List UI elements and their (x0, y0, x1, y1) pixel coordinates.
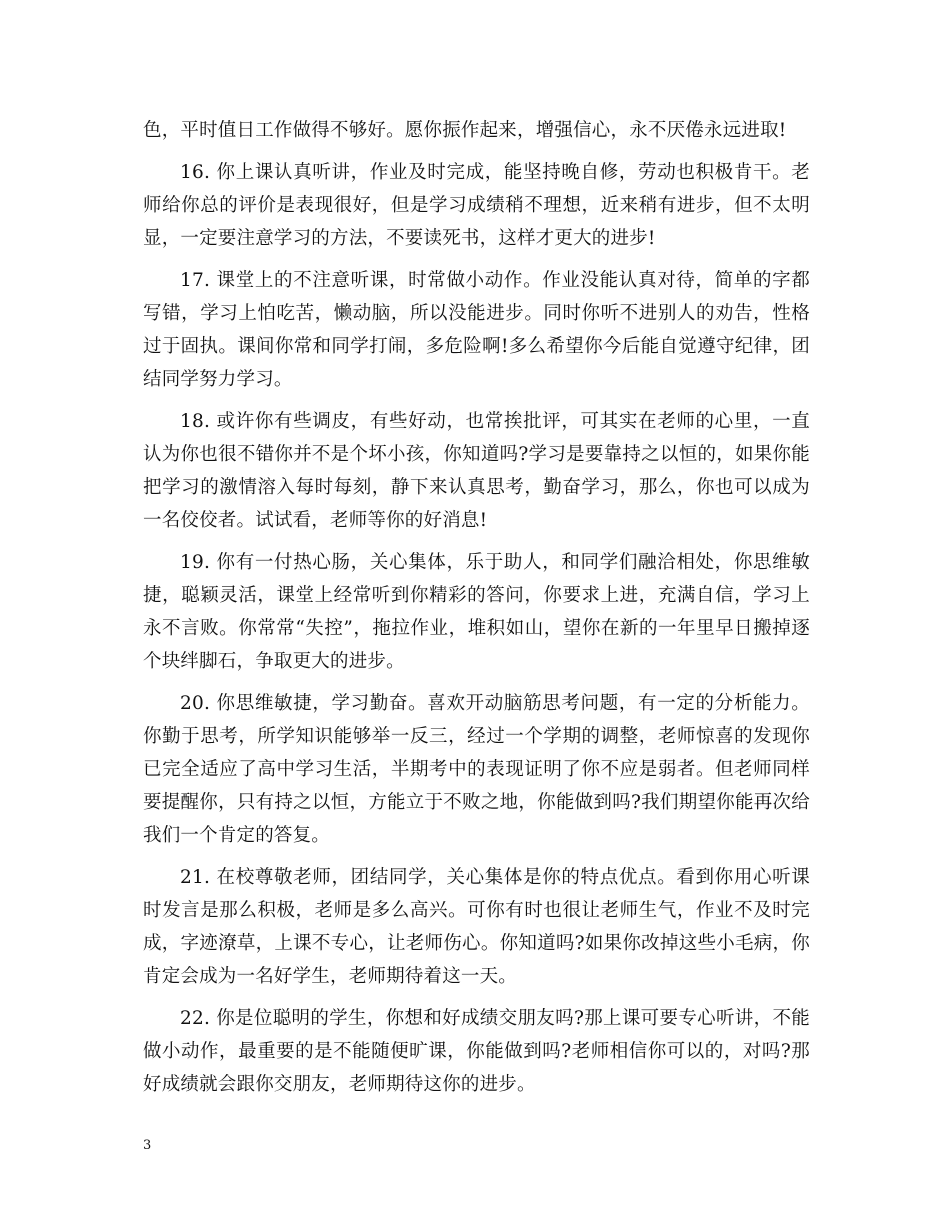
paragraph-18: 18. 或许你有些调皮，有些好动，也常挨批评，可其实在老师的心里，一直认为你也很不错你并不是个坏小孩，你知道吗?学习是要靠持之以恒的，如果你能把学习的激情溶入每时每刻，静下来认真思考，勤奋学习，那么，你也可以成为一名佼佼者。试试看，老师等你的好消息! (143, 411, 810, 531)
paragraph-20: 20. 你思维敏捷，学习勤奋。喜欢开动脑筋思考问题，有一定的分析能力。你勤于思考，所学知识能够举一反三，经过一个学期的调整，老师惊喜的发现你已完全适应了高中学习生活，半期考中的表现证明了你不应是弱者。但老师同样要提醒你，只有持之以恒，方能立于不败之地，你能做到吗?我们期望你能再次给我们一个肯定的答复。 (143, 693, 810, 846)
paragraph-continuation: 色，平时值日工作做得不够好。愿你振作起来，增强信心，永不厌倦永远进取! (143, 120, 787, 141)
paragraph-16: 16. 你上课认真听讲，作业及时完成，能坚持晚自修，劳动也积极肯干。老师给你总的评价是表现很好，但是学习成绩稍不理想，近来稍有进步，但不太明显，一定要注意学习的方法，不要读死书，这样才更大的进步! (143, 162, 810, 249)
page-number: 3 (143, 1138, 152, 1153)
document-body (143, 114, 810, 1110)
paragraph-17: 17. 课堂上的不注意听课，时常做小动作。作业没能认真对待，简单的字都写错，学习上怕吃苦，懒动脑，所以没能进步。同时你听不进别人的劝告，性格过于固执。课间你常和同学打闹，多危险啊!多么希望你今后能自觉遵守纪律，团结同学努力学习。 (143, 270, 810, 390)
paragraph-22: 22. 你是位聪明的学生，你想和好成绩交朋友吗?那上课可要专心听讲，不能做小动作，最重要的是不能随便旷课，你能做到吗?老师相信你可以的，对吗?那好成绩就会跟你交朋友，老师期待这你的进步。 (143, 1008, 810, 1095)
paragraph-21: 21. 在校尊敬老师，团结同学，关心集体是你的特点优点。看到你用心听课时发言是那么积极，老师是多么高兴。可你有时也很让老师生气，作业不及时完成，字迹潦草，上课不专心，让老师伤心。你知道吗?如果你改掉这些小毛病，你肯定会成为一名好学生，老师期待着这一天。 (143, 867, 810, 987)
paragraph-19: 19. 你有一付热心肠，关心集体，乐于助人，和同学们融洽相处，你思维敏捷，聪颖灵活，课堂上经常听到你精彩的答问，你要求上进，充满自信，学习上永不言败。你常常“失控”，拖拉作业，堆积如山，望你在新的一年里早日搬掉逐个块绊脚石，争取更大的进步。 (143, 552, 810, 672)
